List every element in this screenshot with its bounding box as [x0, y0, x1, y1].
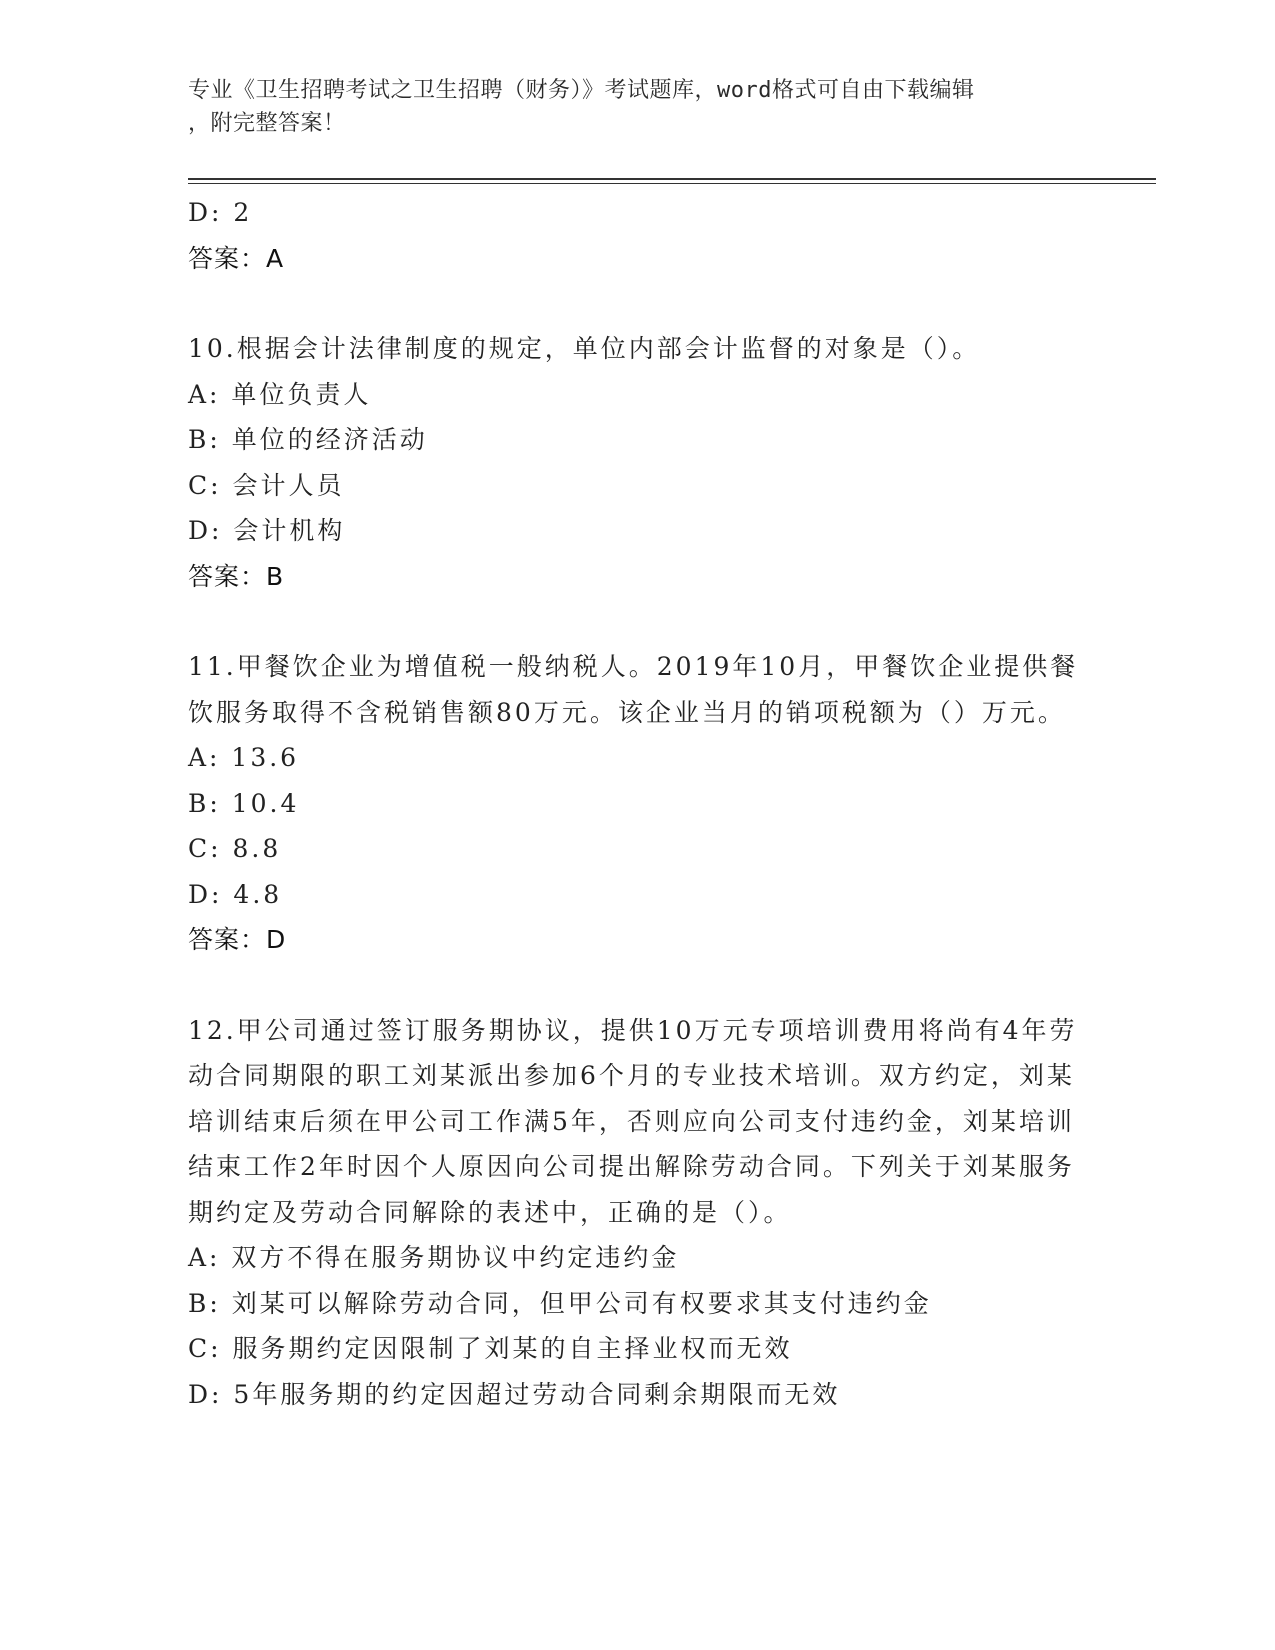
option-a: A: 13.6	[188, 743, 300, 772]
question-text: 12.甲公司通过签订服务期协议，提供10万元专项培训费用将尚有4年劳动合同期限的职工刘某派出参加6个月的专业技术培训。双方约定，刘某培训结束后须在甲公司工作满5年，否则应向公司支付违约金，刘某培训结束工作2年时因个人原因向公司提出解除劳动合同。下列关于刘某服务期约定及劳动合同解除的表述中，正确的是（）。	[188, 1015, 1078, 1227]
question-10	[188, 326, 1088, 599]
option-d: D: 2	[188, 198, 253, 227]
document-header	[188, 74, 1088, 140]
option-d: D: 5年服务期的约定因超过劳动合同剩余期限而无效	[188, 1379, 841, 1409]
previous-question-tail	[188, 190, 1088, 281]
question-11	[188, 644, 1088, 963]
spacer	[188, 599, 1088, 644]
header-title-line-1: 专业《卫生招聘考试之卫生招聘（财务）》考试题库，word格式可自由下载编辑	[188, 78, 975, 103]
option-d: D: 会计机构	[188, 516, 346, 545]
option-b: B: 10.4	[188, 788, 300, 818]
option-c: C: 服务期约定因限制了刘某的自主择业权而无效	[188, 1334, 793, 1363]
option-b: B: 单位的经济活动	[188, 425, 428, 454]
option-a: A: 双方不得在服务期协议中约定违约金	[188, 1243, 680, 1272]
answer-line: 答案：B	[188, 561, 285, 591]
answer-line: 答案：D	[188, 925, 287, 954]
header-divider-thick	[188, 178, 1156, 180]
option-d: D: 4.8	[188, 879, 283, 909]
spacer	[188, 281, 1088, 326]
option-c: C: 会计人员	[188, 470, 345, 500]
option-b: B: 刘某可以解除劳动合同，但甲公司有权要求其支付违约金	[188, 1288, 932, 1318]
question-text: 11.甲餐饮企业为增值税一般纳税人。2019年10月，甲餐饮企业提供餐饮服务取得不含税销售额80万元。该企业当月的销项税额为（）万元。	[188, 652, 1079, 727]
header-title-line-2: ，附完整答案！	[188, 111, 346, 136]
header-divider-thin	[188, 183, 1156, 184]
question-text: 10.根据会计法律制度的规定，单位内部会计监督的对象是（）。	[188, 334, 981, 363]
answer-line: 答案：A	[188, 243, 285, 273]
option-a: A: 单位负责人	[188, 379, 372, 409]
document-body	[188, 190, 1088, 1417]
question-12	[188, 1008, 1088, 1418]
option-c: C: 8.8	[188, 834, 282, 863]
spacer	[188, 963, 1088, 1008]
